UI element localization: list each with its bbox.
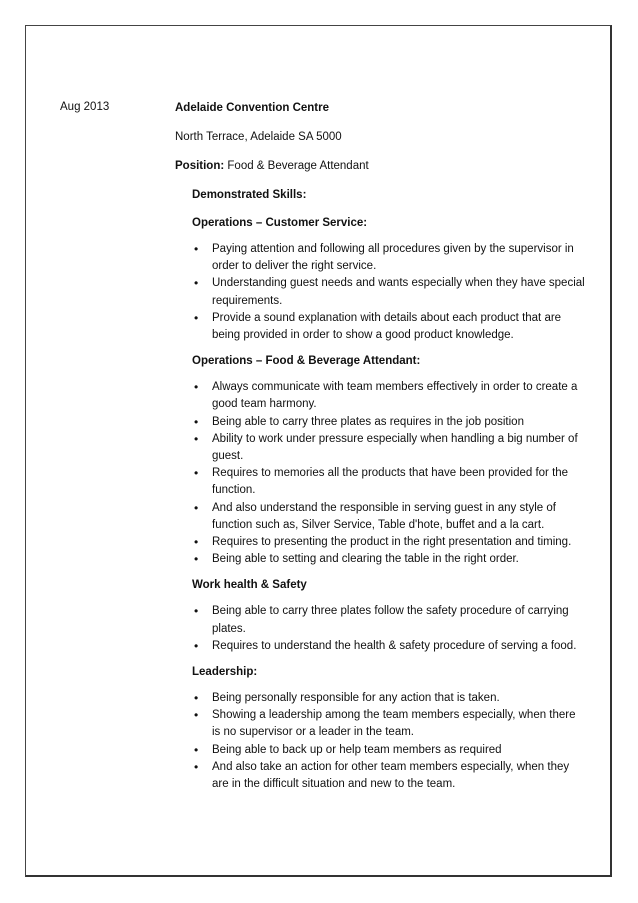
position-label: Position: (175, 160, 225, 172)
section-heading-customer-service: Operations – Customer Service: (192, 217, 368, 229)
skills-heading: Demonstrated Skills: (192, 189, 307, 201)
list-item: • Requires to presenting the product in the right presentation and timing. (192, 534, 585, 551)
section-heading-leadership: Leadership: (192, 666, 258, 679)
employer-address: North Terrace, Adelaide SA 5000 (175, 131, 342, 143)
list-item: • Being able to back up or help team members as required (192, 742, 585, 759)
food-beverage-list (192, 379, 585, 568)
list-item: • And also take an action for other team members especially, when they are in the difficult situation and new to the team. (192, 759, 585, 793)
work-health-safety-list (192, 603, 585, 655)
job-entry (175, 101, 585, 803)
employment-date: Aug 2013 (60, 101, 110, 113)
section-heading-food-beverage: Operations – Food & Beverage Attendant: (192, 355, 421, 368)
list-item: • Being able to carry three plates follow the safety procedure of carrying plates. (192, 603, 585, 637)
position-line (175, 159, 585, 173)
list-item: • Understanding guest needs and wants especially when they have special requirements. (192, 275, 585, 309)
list-item: • Paying attention and following all procedures given by the supervisor in order to deliver the right service. (192, 241, 585, 275)
position-value: Food & Beverage Attendant (224, 160, 369, 172)
list-item: • Requires to understand the health & safety procedure of serving a food. (192, 638, 585, 655)
skills-block (192, 188, 585, 793)
list-item: • Showing a leadership among the team members especially, when there is no supervisor or a leader in the team. (192, 707, 585, 741)
leadership-list (192, 690, 585, 793)
customer-service-list (192, 241, 585, 344)
list-item: • And also understand the responsible in serving guest in any style of function such as, Silver Service, Table d'hote, buffet and a la cart. (192, 500, 585, 534)
list-item: • Being able to setting and clearing the table in the right order. (192, 551, 585, 568)
list-item: • Being able to carry three plates as requires in the job position (192, 414, 585, 431)
list-item: • Ability to work under pressure especially when handling a big number of guest. (192, 431, 585, 465)
list-item: • Requires to memories all the products that have been provided for the function. (192, 465, 585, 499)
list-item: • Always communicate with team members effectively in order to create a good team harmony. (192, 379, 585, 413)
employer-name: Adelaide Convention Centre (175, 102, 329, 114)
section-heading-work-health-safety: Work health & Safety (192, 579, 307, 592)
list-item: • Provide a sound explanation with details about each product that are being provided in order to show a good product knowledge. (192, 310, 585, 344)
list-item: • Being personally responsible for any action that is taken. (192, 690, 585, 707)
